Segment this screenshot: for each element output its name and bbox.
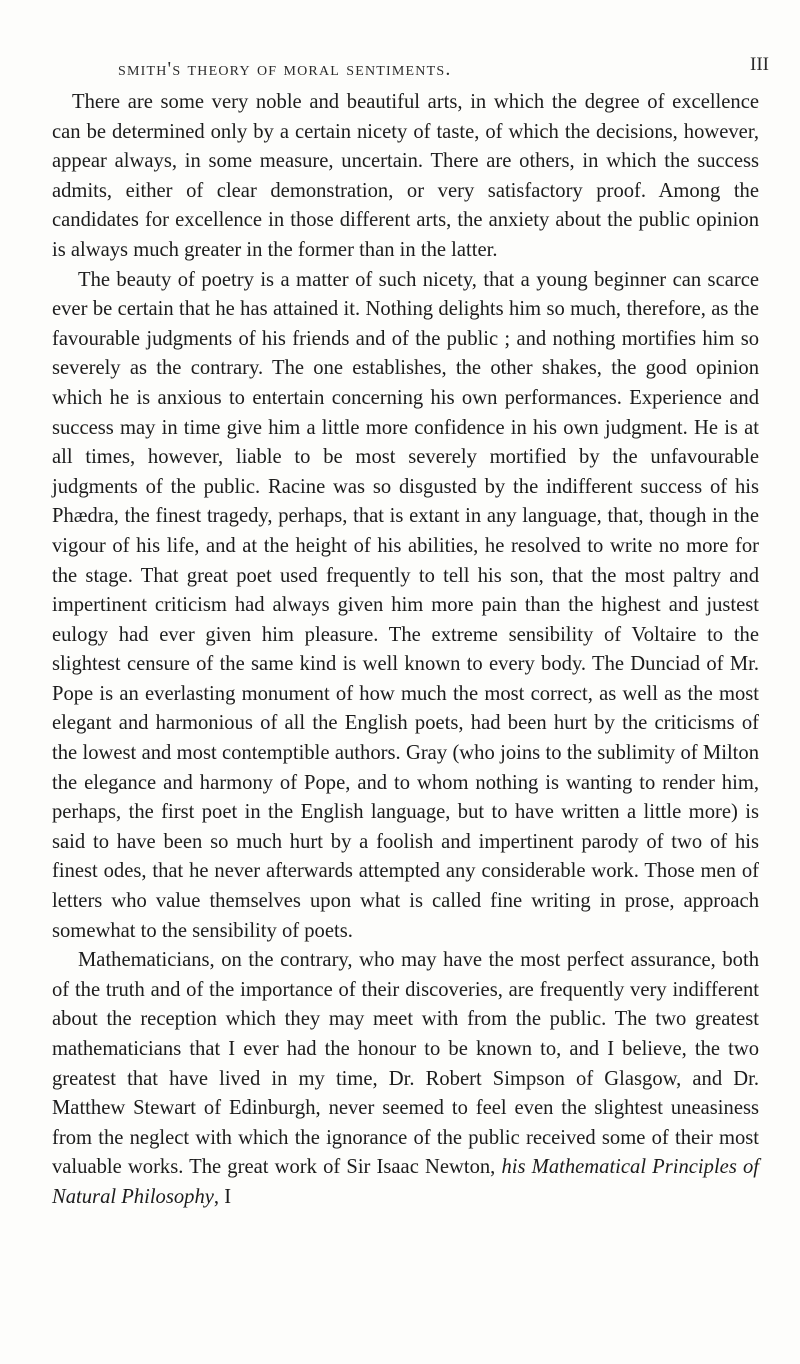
page-number: III (750, 54, 769, 75)
paragraph-arts: There are some very noble and beautiful arts, in which the degree of excellence can be determined only by a certain nicety of taste, of which the decisions, however, appear always, in some measure, uncertain. There are others, in which the success admits, either of clear demonstration, or very satisfactory proof. Among the candidates for excellence in those different arts, the anxiety about the public opinion is always much greater in the former than in the latter. (52, 91, 759, 261)
newton-work-title: his Mathematical Principles of Natural Philosophy (52, 1156, 759, 1208)
paragraph-mathematicians-tail: , I (213, 1185, 232, 1208)
body-text (52, 88, 759, 1213)
paragraph-poetry: The beauty of poetry is a matter of such nicety, that a young beginner can scarce ever be certain that he has attained it. Nothing delights him so much, therefore, as the favourable judgments of his friends and of the public ; and nothing mortifies him so severely as the contrary. The one establishes, the other shakes, the good opinion which he is anxious to entertain concerning his own performances. Experience and success may in time give him a little more confidence in his own judgment. He is at all times, however, liable to be most severely mortified by the unfavourable judgments of the public. Racine was so disgusted by the indifferent success of his Phædra, the finest tragedy, perhaps, that is extant in any language, that, though in the vigour of his life, and at the height of his abilities, he resolved to write no more for the stage. That great poet used frequently to tell his son, that the most paltry and impertinent criticism had always given him more pain than the highest and justest eulogy had ever given him pleasure. The extreme sensibility of Voltaire to the slightest censure of the same kind is well known to every body. The Dunciad of Mr. Pope is an everlasting monument of how much the most correct, as well as the most elegant and harmonious of all the English poets, had been hurt by the criticisms of the lowest and most contemptible authors. Gray (who joins to the sublimity of Milton the elegance and harmony of Pope, and to whom nothing is wanting to render him, perhaps, the first poet in the English language, but to have written a little more) is said to have been so much hurt by a foolish and impertinent parody of two of his finest odes, that he never afterwards attempted any considerable work. Those men of letters who value themselves upon what is called fine writing in prose, approach somewhat to the sensibility of poets. (52, 268, 759, 942)
running-head: smith's theory of moral sentiments. (118, 58, 452, 80)
paragraph-mathematicians-text: Mathematicians, on the contrary, who may have the most perfect assurance, both of the truth and of the importance of their discoveries, are frequently very indifferent about the reception which they may meet with from the public. The two greatest mathematicians that I ever had the honour to be known to, and I believe, the two greatest that have lived in my time, Dr. Robert Simpson of Glasgow, and Dr. Matthew Stewart of Edinburgh, never seemed to feel even the slightest uneasiness from the neglect with which the ignorance of the public received some of their most valuable works. The great work of Sir Isaac Newton, (52, 949, 759, 1179)
paragraph-mathematicians (52, 946, 759, 1212)
